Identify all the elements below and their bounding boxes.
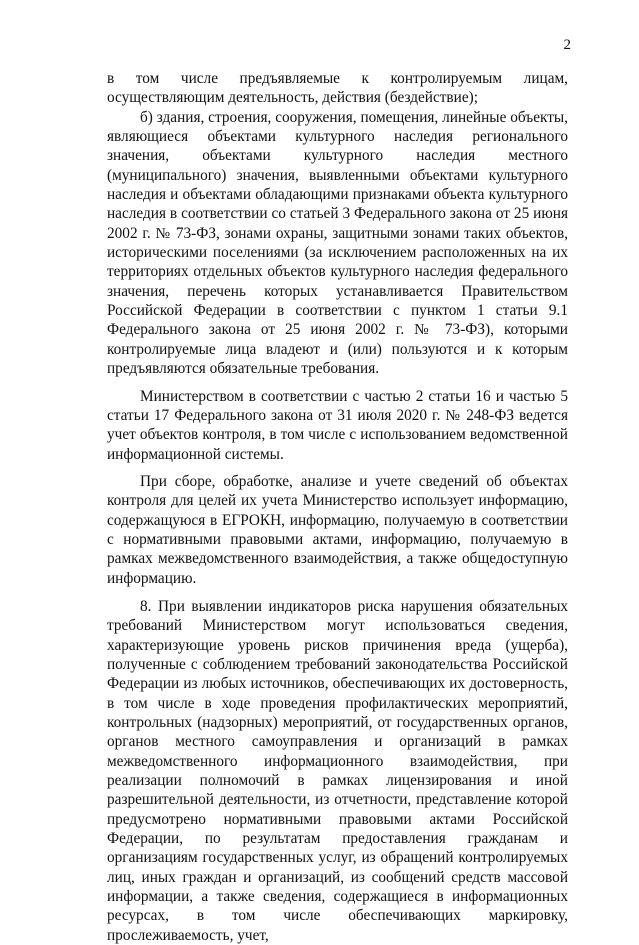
document-body [107,69,568,945]
paragraph-accounting: Министерством в соответствии с частью 2 статьи 16 и частью 5 статьи 17 Федерального закона от 31 июля 2020 г. № 248-ФЗ ведется учет объектов контроля, в том числе с использованием ведомственной информационной системы. [107,387,568,463]
page-number: 2 [563,37,571,53]
paragraph-item-8: 8. При выявлении индикаторов риска нарушения обязательных требований Министерством могут использоваться сведения, характеризующие уровень рисков причинения вреда (ущерба), полученные с соблюдением требований законодательства Российской Федерации из любых источников, обеспечивающих их достоверность, в том числе в ходе проведения профилактических мероприятий, контрольных (надзорных) мероприятий, от государственных органов, органов местного самоуправления и организаций в рамках межведомственного информационного взаимодействия, при реализации полномочий в рамках лицензирования и иной разрешительной деятельности, из отчетности, представление которой предусмотрено нормативными правовыми актами Российской Федерации, по результатам предоставления гражданам и организациям государственных услуг, из обращений контролируемых лиц, иных граждан и организаций, из сообщений средств массовой информации, а также сведения, содержащиеся в информационных ресурсах, в том числе обеспечивающих маркировку, прослеживаемость, учет, [107,597,568,944]
paragraph-item-b: б) здания, строения, сооружения, помещения, линейные объекты, являющиеся объектами культурного наследия регионального значения, объектами культурного наследия местного (муниципального) значения, выявленными объектами культурного наследия и объектами обладающими признаками объекта культурного наследия в соответствии со статьей 3 Федерального закона от 25 июня 2002 г. № 73-ФЗ, зонами охраны, защитными зонами таких объектов, историческими поселениями (за исключением расположенных на их территориях отдельных объектов культурного наследия федерального значения, перечень которых устанавливается Правительством Российской Федерации в соответствии с пунктом 1 статьи 9.1 Федерального закона от 25 июня 2002 г. № 73-ФЗ), которыми контролируемые лица владеют и (или) пользуются и к которым предъявляются обязательные требования. [107,108,568,378]
paragraph-information-sources: При сборе, обработке, анализе и учете сведений об объектах контроля для целей их учета Министерство использует информацию, содержащуюся в ЕГРОКН, информацию, получаемую в соответствии с нормативными правовыми актами, информацию, получаемую в рамках межведомственного взаимодействия, а также общедоступную информацию. [107,472,568,587]
paragraph-continuation: в том числе предъявляемые к контролируемым лицам, осуществляющим деятельность, действия (бездействие); [107,70,568,107]
